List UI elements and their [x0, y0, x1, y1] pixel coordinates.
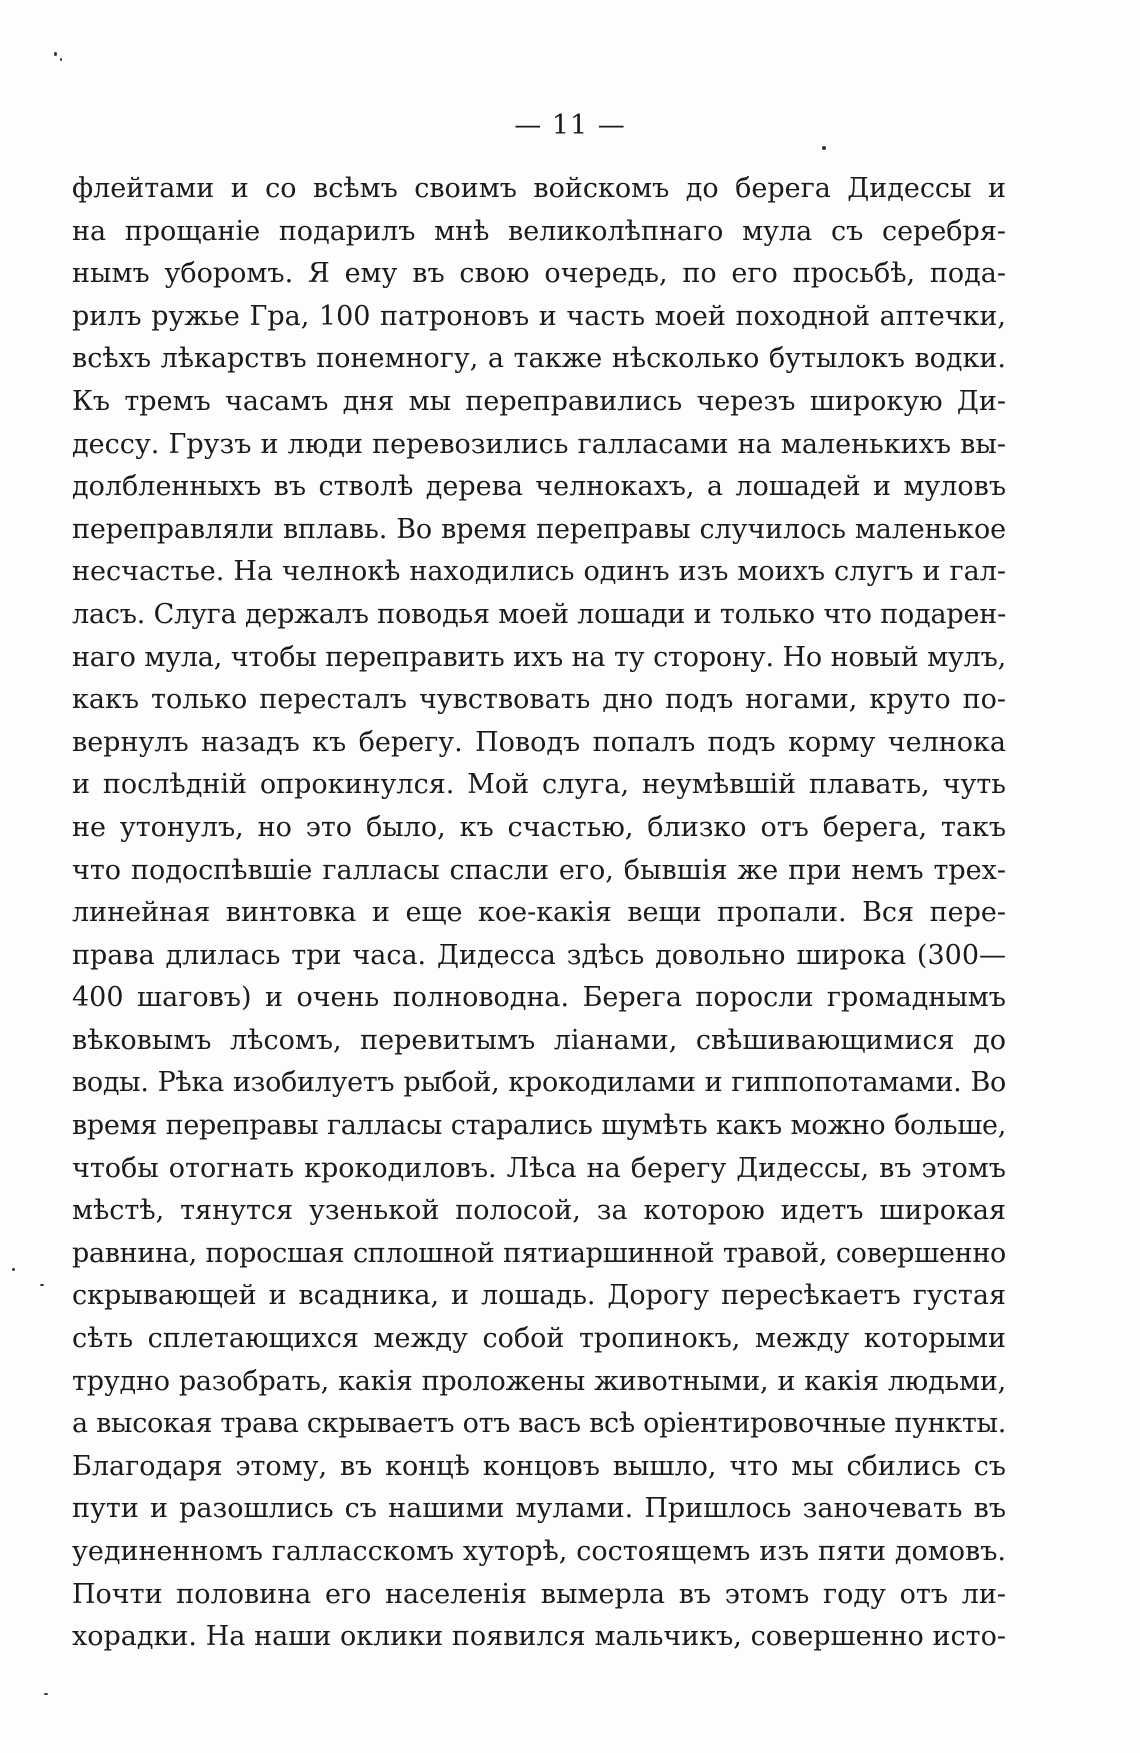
text-line: что подоспѣвшіе галласы спасли его, бывшія же при немъ трех- — [72, 854, 1006, 886]
text-line: Благодаря этому, въ концѣ концовъ вышло, что мы сбились съ — [72, 1450, 1006, 1482]
text-line: и послѣдній опрокинулся. Мой слуга, неумѣвшій плавать, чуть — [72, 769, 1006, 801]
page-number: — 11 — — [514, 110, 626, 141]
text-line: чтобы отогнать крокодиловъ. Лѣса на берегу Дидессы, въ этомъ — [72, 1152, 1006, 1184]
text-line: права длилась три часа. Дидесса здѣсь довольно широка (300— — [72, 939, 1006, 971]
text-line: переправляли вплавь. Во время переправы случилось маленькое — [72, 513, 1006, 545]
ink-speck — [822, 146, 826, 150]
text-line: дессу. Грузъ и люди перевозились галласами на маленькихъ вы- — [72, 428, 1006, 460]
ink-speck — [60, 58, 62, 61]
body-text — [72, 168, 1006, 1659]
text-line: трудно разобрать, какія проложены животными, и какія людьми, — [72, 1365, 1006, 1397]
text-line: долбленныхъ въ стволѣ дерева челнокахъ, а лошадей и муловъ — [72, 471, 1006, 503]
text-line: сѣть сплетающихся между собой тропинокъ, между которыми — [72, 1323, 1006, 1355]
text-line: наго мула, чтобы переправить ихъ на ту сторону. Но новый мулъ, — [72, 641, 1006, 673]
text-line: воды. Рѣка изобилуетъ рыбой, крокодилами и гиппопотамами. Во — [72, 1067, 1006, 1099]
text-line: какъ только пересталъ чувствовать дно подъ ногами, круто по- — [72, 684, 1006, 716]
text-line: вернулъ назадъ къ берегу. Поводъ попалъ подъ корму челнока — [72, 726, 1006, 758]
text-line: не утонулъ, но это было, къ счастью, близко отъ берега, такъ — [72, 811, 1006, 843]
text-line: уединенномъ галласскомъ хуторѣ, состоящемъ изъ пяти домовъ. — [72, 1536, 1006, 1567]
text-line: рилъ ружье Гра, 100 патроновъ и часть моей походной аптечки, — [72, 300, 1006, 332]
text-line: на прощаніе подарилъ мнѣ великолѣпнаго мула съ серебря- — [72, 215, 1006, 247]
text-line: пути и разошлись съ нашими мулами. Пришлось заночевать въ — [72, 1493, 1006, 1525]
ink-speck — [44, 1693, 48, 1695]
text-line: несчастье. На челнокѣ находились одинъ изъ моихъ слугъ и гал- — [72, 556, 1006, 588]
text-line: нымъ уборомъ. Я ему въ свою очередь, по его просьбѣ, пода- — [72, 258, 1006, 290]
text-line: равнина, поросшая сплошной пятиаршинной травой, совершенно — [72, 1237, 1006, 1269]
ink-speck — [40, 1284, 44, 1286]
text-line: скрывающей и всадника, и лошадь. Дорогу пересѣкаетъ густая — [72, 1280, 1006, 1312]
text-line: хорадки. На наши оклики появился мальчикъ, совершенно исто- — [72, 1621, 1006, 1653]
text-line: ласъ. Слуга держалъ поводья моей лошади и только что подарен- — [72, 598, 1006, 630]
text-line: мѣстѣ, тянутся узенькой полосой, за которою идетъ широкая — [72, 1195, 1006, 1227]
text-line: вѣковымъ лѣсомъ, перевитымъ ліанами, свѣшивающимися до — [72, 1024, 1006, 1056]
text-line: время переправы галласы старались шумѣть какъ можно больше, — [72, 1110, 1006, 1142]
ink-speck — [12, 1268, 15, 1271]
text-line: линейная винтовка и еще кое-какія вещи пропали. Вся пере- — [72, 897, 1006, 929]
text-line: 400 шаговъ) и очень полноводна. Берега поросли громаднымъ — [72, 982, 1006, 1014]
text-line: всѣхъ лѣкарствъ понемногу, а также нѣсколько бутылокъ водки. — [72, 343, 1006, 375]
text-line: Почти половина его населенія вымерла въ этомъ году отъ ли- — [72, 1578, 1006, 1610]
ink-speck — [54, 52, 57, 56]
text-line: флейтами и со всѣмъ своимъ войскомъ до берега Дидессы и — [72, 173, 1006, 204]
text-line: а высокая трава скрываетъ отъ васъ всѣ оріентировочные пункты. — [72, 1408, 1006, 1440]
text-line: Къ тремъ часамъ дня мы переправились черезъ широкую Ди- — [72, 385, 1006, 417]
